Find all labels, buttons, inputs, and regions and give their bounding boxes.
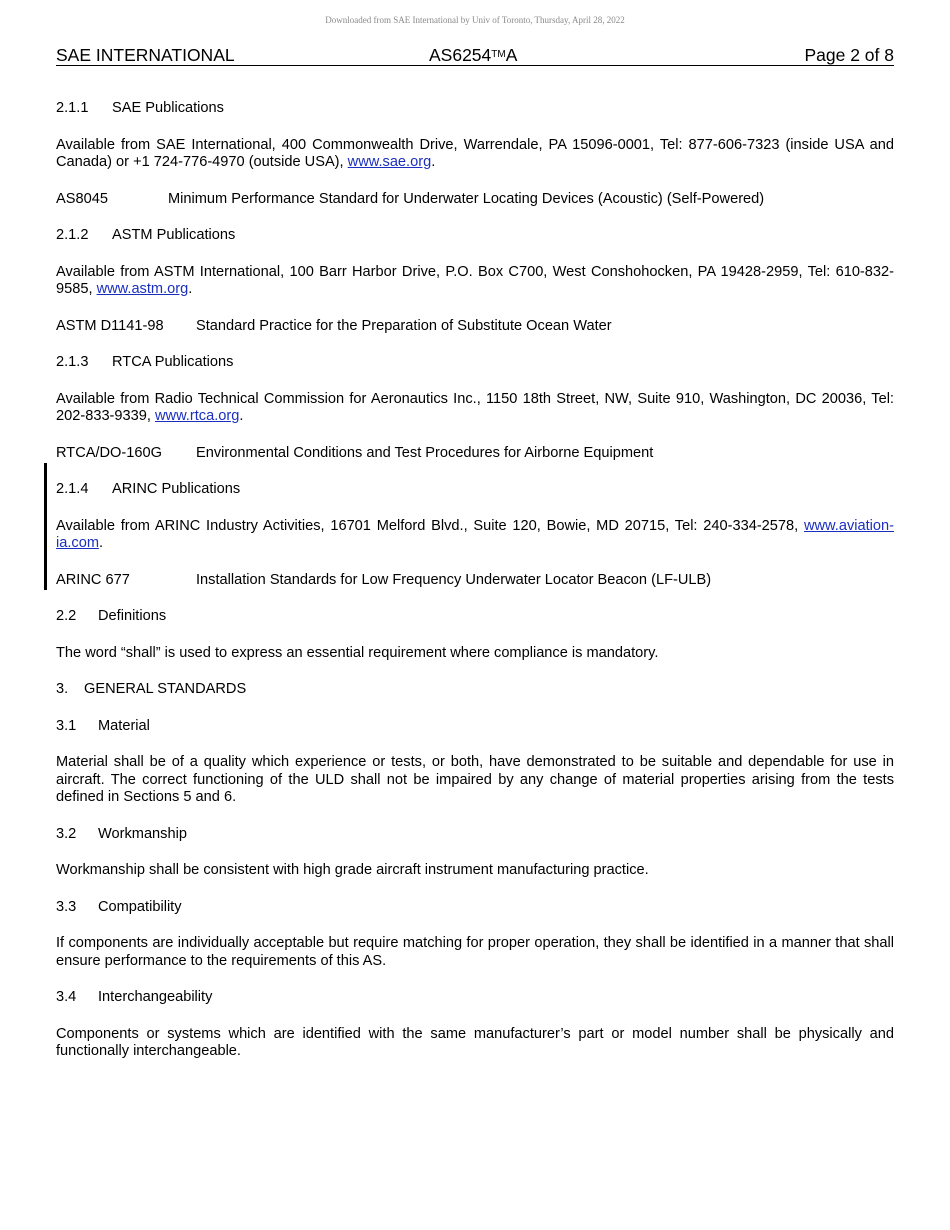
reference-rtca-do160g bbox=[56, 445, 894, 463]
section-title: ASTM Publications bbox=[112, 227, 236, 243]
reference-code: ASTM D1141-98 bbox=[56, 317, 164, 334]
astm-website-link[interactable]: www.astm.org bbox=[96, 281, 189, 297]
section-title: Compatibility bbox=[98, 898, 182, 915]
section-3-4-heading bbox=[56, 989, 894, 1007]
availability-text: Available from Radio Technical Commission for Aeronautics Inc., 1150 18th Street, NW, Suite 910, Washington, DC 20036, Tel: 202-833-9339, bbox=[56, 390, 894, 424]
trademark-mark: TM bbox=[491, 49, 506, 60]
section-2-1-4-heading bbox=[56, 481, 894, 499]
section-number: 2.1.1 bbox=[56, 100, 89, 116]
period: . bbox=[431, 154, 436, 170]
rtca-availability-paragraph bbox=[56, 391, 894, 426]
material-paragraph: Material shall be of a quality which experience or tests, or both, have demonstrated to be suitable and dependable for use in aircraft. The correct functioning of the ULD shall not be impaired by any change of material properties arising from the tests defined in Sections 5 and 6. bbox=[56, 754, 894, 805]
reference-code: ARINC 677 bbox=[56, 571, 130, 588]
section-2-1-3-heading bbox=[56, 354, 894, 372]
reference-astm-d1141 bbox=[56, 318, 894, 336]
document-revision: A bbox=[505, 45, 518, 65]
reference-title: Installation Standards for Low Frequency Underwater Locator Beacon (LF-ULB) bbox=[196, 571, 712, 588]
arinc-website-link[interactable]: www.aviation-ia.com bbox=[56, 517, 894, 551]
availability-text: Available from SAE International, 400 Commonwealth Drive, Warrendale, PA 15096-0001, Tel: 877-606-7323 (inside USA and Canada) or +1 724-776-4970 (outside USA), bbox=[56, 136, 894, 170]
compatibility-paragraph: If components are individually acceptable but require matching for proper operation, they shall be identified in a manner that shall ensure performance to the requirements of this AS. bbox=[56, 935, 894, 969]
document-number: AS6254 bbox=[429, 45, 492, 65]
section-number: 3.1 bbox=[56, 717, 77, 734]
section-title: Interchangeability bbox=[98, 989, 213, 1005]
section-2-2-heading bbox=[56, 608, 894, 626]
availability-text: Available from ARINC Industry Activities, 16701 Melford Blvd., Suite 120, Bowie, MD 20715, Tel: 240-334-2578, bbox=[56, 517, 804, 534]
section-title: GENERAL STANDARDS bbox=[84, 681, 247, 697]
section-3-heading bbox=[56, 681, 894, 699]
download-watermark: Downloaded from SAE International by Univ of Toronto, Thursday, April 28, 2022 bbox=[325, 15, 625, 25]
arinc-availability-paragraph bbox=[56, 518, 894, 553]
sae-website-link[interactable]: www.sae.org bbox=[347, 154, 432, 170]
sae-availability-paragraph bbox=[56, 137, 894, 172]
section-title: Workmanship bbox=[98, 825, 187, 842]
section-title: Material bbox=[98, 717, 150, 734]
section-3-3-heading bbox=[56, 899, 894, 917]
section-title: Definitions bbox=[98, 608, 167, 624]
section-2-1-1-heading bbox=[56, 100, 894, 118]
section-2-1-2-heading bbox=[56, 227, 894, 245]
section-number: 2.1.4 bbox=[56, 481, 89, 497]
interchangeability-paragraph: Components or systems which are identified with the same manufacturer’s part or model number shall be physically and functionally interchangeable. bbox=[56, 1025, 894, 1059]
reference-title: Standard Practice for the Preparation of Substitute Ocean Water bbox=[196, 317, 612, 334]
section-number: 3.4 bbox=[56, 989, 77, 1005]
section-title: SAE Publications bbox=[112, 100, 224, 116]
page-number: Page 2 of 8 bbox=[804, 45, 894, 65]
document-body bbox=[56, 100, 894, 1080]
section-title: ARINC Publications bbox=[112, 481, 241, 497]
section-number: 3.2 bbox=[56, 825, 77, 842]
section-number: 2.2 bbox=[56, 608, 77, 624]
period: . bbox=[239, 408, 244, 424]
section-number: 2.1.3 bbox=[56, 354, 89, 370]
period: . bbox=[188, 281, 193, 297]
section-number: 3.3 bbox=[56, 898, 77, 915]
availability-text: Available from ASTM International, 100 Barr Harbor Drive, P.O. Box C700, West Conshohocken, PA 19428-2959, Tel: 610-832-9585, bbox=[56, 263, 894, 297]
publisher-name: SAE INTERNATIONAL bbox=[56, 45, 235, 65]
section-title: RTCA Publications bbox=[112, 354, 234, 370]
reference-code: AS8045 bbox=[56, 190, 108, 207]
rtca-website-link[interactable]: www.rtca.org bbox=[155, 408, 240, 424]
reference-title: Minimum Performance Standard for Underwater Locating Devices (Acoustic) (Self-Powered) bbox=[168, 190, 765, 207]
reference-as8045 bbox=[56, 191, 894, 209]
section-3-1-heading bbox=[56, 718, 894, 736]
astm-availability-paragraph bbox=[56, 264, 894, 299]
section-3-2-heading bbox=[56, 826, 894, 844]
revision-change-bar bbox=[44, 463, 47, 590]
reference-title: Environmental Conditions and Test Procedures for Airborne Equipment bbox=[196, 444, 654, 461]
definitions-paragraph: The word “shall” is used to express an essential requirement where compliance is mandatory. bbox=[56, 644, 659, 661]
reference-code: RTCA/DO-160G bbox=[56, 444, 162, 461]
section-number: 3. bbox=[56, 681, 69, 697]
section-number: 2.1.2 bbox=[56, 227, 89, 243]
reference-arinc-677 bbox=[56, 572, 894, 590]
workmanship-paragraph: Workmanship shall be consistent with high grade aircraft instrument manufacturing practice. bbox=[56, 862, 649, 878]
page-header bbox=[56, 45, 894, 66]
period: . bbox=[98, 535, 104, 551]
document-id bbox=[429, 45, 517, 65]
